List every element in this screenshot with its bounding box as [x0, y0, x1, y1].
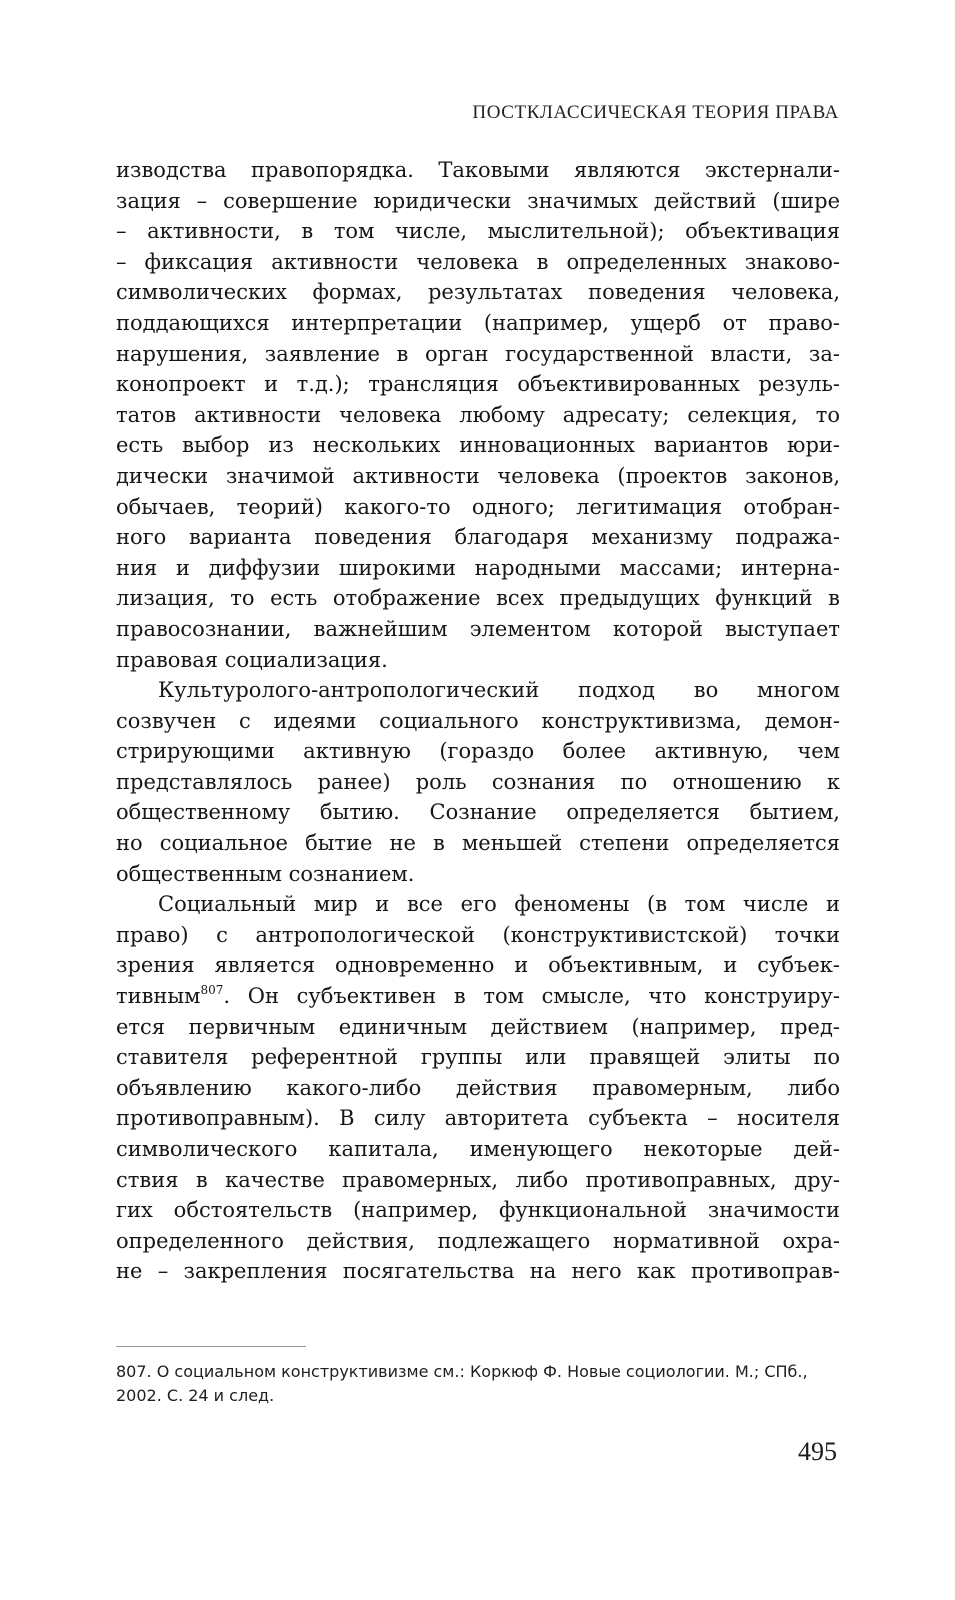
text-line: дически значимой активности человека (проектов законов, — [116, 463, 840, 488]
paragraph-3 — [116, 889, 840, 1287]
footnote-line: 807. О социальном конструктивизме см.: Коркюф Ф. Новые социологии. М.; СПб., — [116, 1362, 808, 1381]
text-line: Культуролого-антропологический подход во многом — [158, 678, 840, 703]
text-line: ствия в качестве правомерных, либо противоправных, дру- — [116, 1167, 840, 1192]
text-line: зрения является одновременно и объективным, и субъек- — [116, 953, 840, 978]
text-line: поддающихся интерпретации (например, ущерб от право- — [116, 310, 840, 335]
text-line: татов активности человека любому адресату; селекция, то — [116, 402, 840, 427]
text-line: общественным сознанием. — [116, 861, 415, 886]
page-number: 495 — [798, 1437, 837, 1466]
text-fragment: тивным — [116, 984, 201, 1009]
text-line: – фиксация активности человека в определенных знаково- — [116, 249, 840, 274]
text-line: гих обстоятельств (например, функциональной значимости — [116, 1198, 840, 1223]
text-line: зация – совершение юридически значимых действий (шире — [116, 188, 840, 213]
text-line: Социальный мир и все его феномены (в том числе и — [158, 892, 840, 917]
text-line: определенного действия, подлежащего нормативной охра- — [116, 1228, 840, 1253]
text-line: общественному бытию. Сознание определяется бытием, — [116, 800, 840, 825]
text-line: – активности, в том числе, мыслительной); объективация — [116, 219, 840, 244]
text-line: обычаев, теорий) какого-то одного; легитимация отобран- — [116, 494, 840, 519]
paragraph-1 — [116, 155, 840, 675]
text-line: объявлению какого-либо действия правомерным, либо — [116, 1075, 840, 1100]
footnote — [116, 1360, 840, 1408]
text-line: стрирующими активную (гораздо более активную, чем — [116, 739, 840, 764]
text-line: символического капитала, именующего некоторые дей- — [116, 1137, 840, 1161]
main-text — [116, 155, 840, 1287]
text-line: ного варианта поведения благодаря механизму подража- — [116, 525, 840, 550]
text-line: лизация, то есть отображение всех предыдущих функций в — [116, 586, 840, 611]
text-line: есть выбор из нескольких инновационных вариантов юри- — [116, 433, 840, 458]
text-line: представлялось ранее) роль сознания по отношению к — [116, 769, 840, 794]
text-line: нарушения, заявление в орган государственной власти, за- — [116, 341, 840, 366]
text-line: символических формах, результатах поведения человека, — [116, 280, 840, 305]
text-line: созвучен с идеями социального конструктивизма, демон- — [116, 708, 840, 733]
text-line: ется первичным единичным действием (например, пред- — [116, 1014, 840, 1039]
footnote-reference[interactable]: 807 — [200, 983, 224, 998]
text-line: право) с антропологической (конструктивистской) точки — [116, 922, 840, 947]
running-header: ПОСТКЛАССИЧЕСКАЯ ТЕОРИЯ ПРАВА — [472, 102, 839, 123]
text-line: правовая социализация. — [116, 647, 388, 672]
text-line: ставителя референтной группы или правящей элиты по — [116, 1045, 840, 1070]
text-line — [116, 981, 840, 1012]
text-line: ния и диффузии широкими народными массами; интерна- — [116, 555, 840, 580]
paragraph-2 — [116, 675, 840, 889]
text-line: не – закрепления посягательства на него как противоправ- — [116, 1259, 840, 1284]
footnote-divider — [116, 1346, 306, 1347]
text-line: конопроект и т.д.); трансляция объективированных резуль- — [116, 372, 840, 397]
footnote-line: 2002. С. 24 и след. — [116, 1386, 275, 1405]
text-line: правосознании, важнейшим элементом которой выступает — [116, 616, 840, 641]
text-line: противоправным). В силу авторитета субъекта – носителя — [116, 1106, 840, 1131]
text-line: но социальное бытие не в меньшей степени определяется — [116, 831, 840, 856]
text-line: изводства правопорядка. Таковыми являются экстернали- — [116, 158, 840, 182]
text-fragment: . Он субъективен в том смысле, что конструиру- — [223, 984, 840, 1009]
